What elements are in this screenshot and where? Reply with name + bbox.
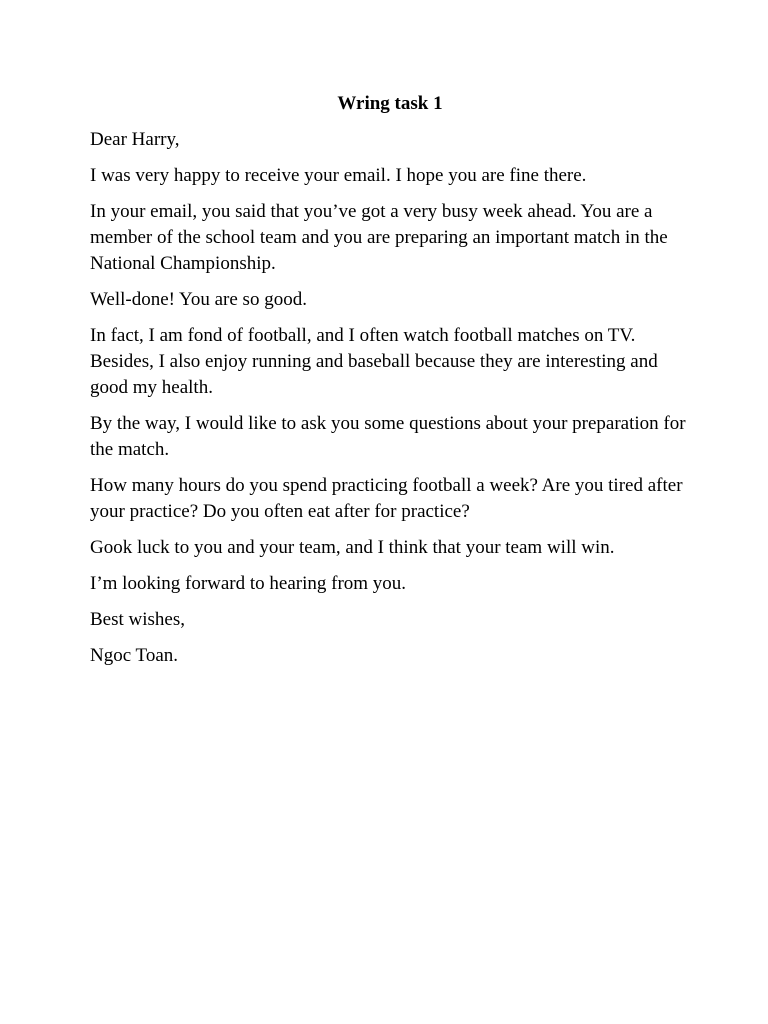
letter-body	[90, 91, 690, 679]
letter-paragraph: Gook luck to you and your team, and I think that your team will win.	[90, 537, 615, 558]
letter-greeting: Dear Harry,	[90, 129, 180, 150]
letter-closing: Best wishes,	[90, 609, 185, 630]
letter-paragraph: Well-done! You are so good.	[90, 289, 307, 310]
letter-paragraph: How many hours do you spend practicing football a week? Are you tired after your practice? Do you often eat after for practice?	[90, 475, 683, 522]
letter-paragraph: In your email, you said that you’ve got a very busy week ahead. You are a member of the school team and you are preparing an important match in the National Championship.	[90, 201, 668, 274]
letter-paragraph: In fact, I am fond of football, and I often watch football matches on TV. Besides, I also enjoy running and baseball because they are interesting and good my health.	[90, 325, 658, 398]
letter-paragraph: I’m looking forward to hearing from you.	[90, 573, 407, 594]
letter-paragraph: By the way, I would like to ask you some questions about your preparation for the match.	[90, 413, 686, 460]
letter-paragraph: I was very happy to receive your email. I hope you are fine there.	[90, 165, 587, 186]
letter-signature: Ngoc Toan.	[90, 645, 179, 666]
document-title: Wring task 1	[337, 93, 443, 114]
